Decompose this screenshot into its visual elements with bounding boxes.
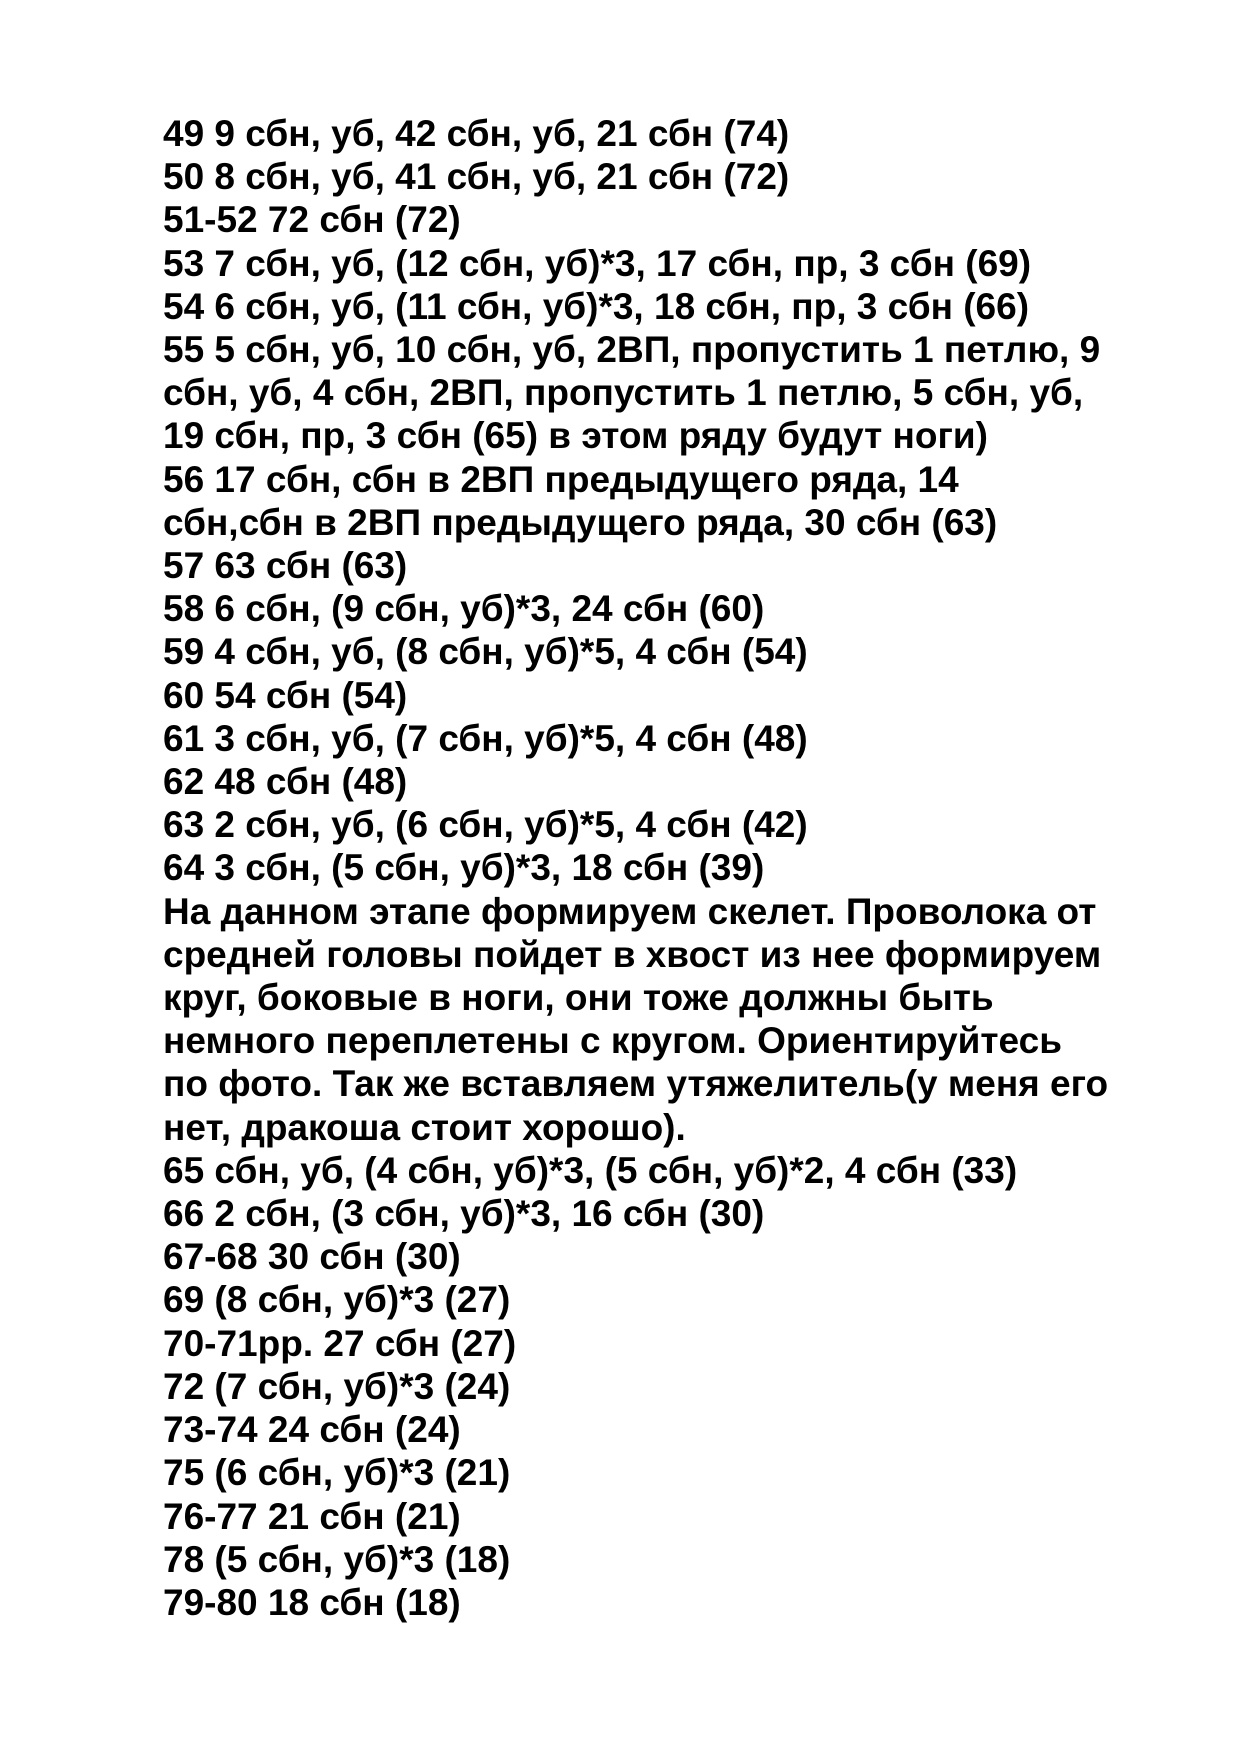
pattern-line: нет, дракоша стоит хорошо). [163,1106,686,1148]
pattern-line: 57 63 сбн (63) [163,545,408,587]
pattern-line: 69 (8 сбн, уб)*3 (27) [163,1279,511,1321]
pattern-line: средней головы пойдет в хвост из нее формируем [163,933,1102,975]
pattern-line: 59 4 сбн, уб, (8 сбн, уб)*5, 4 сбн (54) [163,631,808,673]
pattern-line: На данном этапе формируем скелет. Проволока от [163,890,1097,932]
pattern-line: 61 3 сбн, уб, (7 сбн, уб)*5, 4 сбн (48) [163,717,808,759]
pattern-line: 19 сбн, пр, 3 сбн (65) в этом ряду будут ноги) [163,415,988,457]
pattern-line: 67-68 30 сбн (30) [163,1236,461,1278]
pattern-line: 56 17 сбн, сбн в 2ВП предыдущего ряда, 14 [163,458,959,500]
pattern-line: 50 8 сбн, уб, 41 сбн, уб, 21 сбн (72) [163,156,790,198]
pattern-line: 58 6 сбн, (9 сбн, уб)*3, 24 сбн (60) [163,588,765,630]
pattern-text-block [163,112,1201,1624]
pattern-line: 51-52 72 сбн (72) [163,199,461,241]
pattern-line: 78 (5 сбн, уб)*3 (18) [163,1538,511,1580]
pattern-line: 75 (6 сбн, уб)*3 (21) [163,1452,511,1494]
pattern-line: сбн, уб, 4 сбн, 2ВП, пропустить 1 петлю, 5 сбн, уб, [163,372,1084,414]
pattern-line: круг, боковые в ноги, они тоже должны быть [163,977,994,1019]
pattern-line: 54 6 сбн, уб, (11 сбн, уб)*3, 18 сбн, пр, 3 сбн (66) [163,285,1030,327]
pattern-line: 73-74 24 сбн (24) [163,1409,461,1451]
pattern-line: немного переплетены с кругом. Ориентируйтесь [163,1020,1062,1062]
pattern-line: 65 сбн, уб, (4 сбн, уб)*3, (5 сбн, уб)*2, 4 сбн (33) [163,1149,1018,1191]
pattern-line: 79-80 18 сбн (18) [163,1581,461,1623]
pattern-line: по фото. Так же вставляем утяжелитель(у меня его [163,1063,1109,1105]
pattern-line: 63 2 сбн, уб, (6 сбн, уб)*5, 4 сбн (42) [163,804,808,846]
pattern-line: 64 3 сбн, (5 сбн, уб)*3, 18 сбн (39) [163,847,765,889]
pattern-line: 60 54 сбн (54) [163,674,408,716]
pattern-line: 55 5 сбн, уб, 10 сбн, уб, 2ВП, пропустить 1 петлю, 9 [163,329,1101,371]
pattern-line: сбн,сбн в 2ВП предыдущего ряда, 30 сбн (63) [163,501,998,543]
pattern-line: 66 2 сбн, (3 сбн, уб)*3, 16 сбн (30) [163,1193,765,1235]
pattern-line: 76-77 21 сбн (21) [163,1495,461,1537]
pattern-line: 62 48 сбн (48) [163,761,408,803]
pattern-line: 70-71рр. 27 сбн (27) [163,1322,517,1364]
pattern-line: 72 (7 сбн, уб)*3 (24) [163,1365,511,1407]
pattern-line: 49 9 сбн, уб, 42 сбн, уб, 21 сбн (74) [163,113,790,154]
pattern-line: 53 7 сбн, уб, (12 сбн, уб)*3, 17 сбн, пр, 3 сбн (69) [163,242,1032,284]
